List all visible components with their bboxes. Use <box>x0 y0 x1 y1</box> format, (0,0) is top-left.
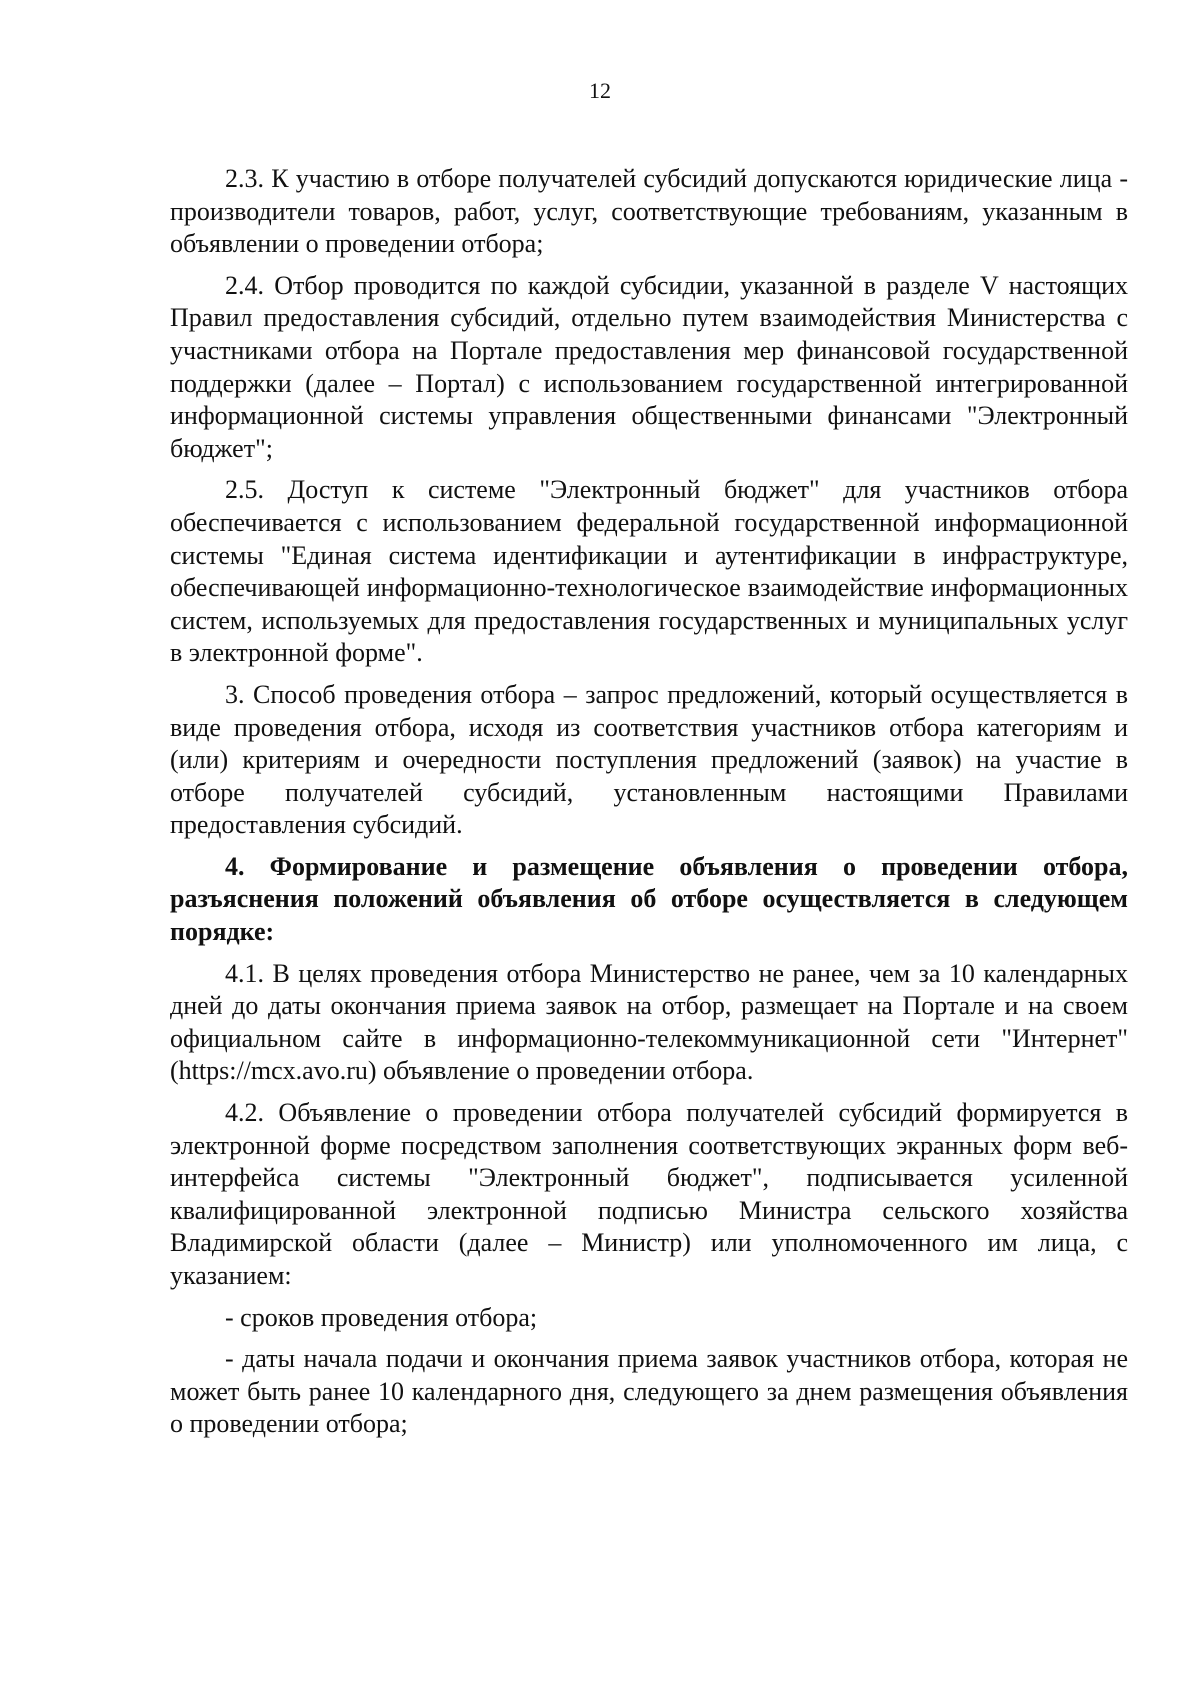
paragraph-4-1: 4.1. В целях проведения отбора Министерство не ранее, чем за 10 календарных дней до даты окончания приема заявок на отбор, размещает на Портале и на своем официальном сайте в информационно-телекоммуникационной сети "Интернет" (https://mcx.avo.ru) объявление о проведении отбора. <box>170 958 1128 1086</box>
paragraph-2-4: 2.4. Отбор проводится по каждой субсидии, указанной в разделе V настоящих Правил предоставления субсидий, отдельно путем взаимодействия Министерства с участниками отбора на Портале предоставления мер финансовой государственной поддержки (далее – Портал) с использованием государственной интегрированной информационной системы управления общественными финансами "Электронный бюджет"; <box>170 270 1128 463</box>
paragraph-4-2: 4.2. Объявление о проведении отбора получателей субсидий формируется в электронной форме посредством заполнения соответствующих экранных форм веб-интерфейса системы "Электронный бюджет", подписывается усиленной квалифицированной электронной подписью Министра сельского хозяйства Владимирской области (далее – Министр) или уполномоченного им лица, с указанием: <box>170 1098 1128 1290</box>
document-body <box>170 163 1128 1450</box>
paragraph-3: 3. Способ проведения отбора – запрос предложений, который осуществляется в виде проведения отбора, исходя из соответствия участников отбора категориям и (или) критериям и очередности поступления предложений (заявок) на участие в отборе получателей субсидий, установленным настоящими Правилами предоставления субсидий. <box>170 679 1128 840</box>
section-heading-4: 4. Формирование и размещение объявления о проведении отбора, разъяснения положений объявления об отборе осуществляется в следующем порядке: <box>170 851 1128 947</box>
page-number: 12 <box>589 78 611 103</box>
list-item-deadlines: - сроков проведения отбора; <box>225 1302 538 1332</box>
list-item-dates: - даты начала подачи и окончания приема заявок участников отбора, которая не может быть ранее 10 календарного дня, следующего за днем размещения объявления о проведении отбора; <box>170 1344 1128 1439</box>
paragraph-2-5: 2.5. Доступ к системе "Электронный бюджет" для участников отбора обеспечивается с использованием федеральной государственной информационной системы "Единая система идентификации и аутентификации в инфраструктуре, обеспечивающей информационно-технологическое взаимодействие информационных систем, используемых для предоставления государственных и муниципальных услуг в электронной форме". <box>170 475 1128 668</box>
paragraph-2-3: 2.3. К участию в отборе получателей субсидий допускаются юридические лица - производители товаров, работ, услуг, соответствующие требованиям, указанным в объявлении о проведении отбора; <box>170 164 1128 259</box>
